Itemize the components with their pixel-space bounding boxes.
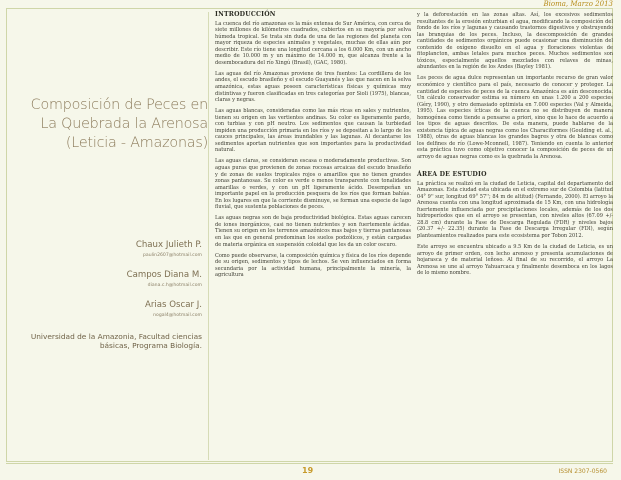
author-email[interactable]: nogal4@hotmail.com — [153, 313, 202, 318]
section-heading: INTRODUCCIÓN — [215, 11, 276, 18]
footer-divider — [6, 463, 613, 464]
journal-header: Bioma, Marzo 2013 — [543, 0, 613, 8]
author-email[interactable]: paulin2607@hotmail.com — [142, 253, 202, 258]
paragraph: Las aguas blancas, consideradas como las más ricas en sales y nutrientes, tienen su origen en las vertientes andinas. Su color es ligeramente pardo, con turbias y con pH neutro. Los sedimentos que causan la turbiedad impiden una producción primaria en los ríos y se depositan a lo largo de los cauces principales, las áreas inundables y las lagunas. Al decantarse los sedimentos aportan nutrientes que son importantes para la productividad natural. — [215, 108, 411, 154]
author-name: Chaux Julieth P. — [135, 240, 202, 250]
paragraph: Los peces de agua dulce representan un importante recurso de gran valor económico y científico para el país, necesario de conocer y proteger. La cantidad de especies de peces de la cuenca Amazónica es aún desconocida. Un cálculo conservador estima su número en unas 1.200 a 200 especies (Géry, 1990), y otro demasiado optimista en 7.000 especies (Val y Almeida, 1995). Las especies ícticas de la cuenca no se distribuyen de manera homogénea como tiende a pensarse a priori, sino que lo hace de acuerdo a los tipos de aguas descritos. De esta manera, puede hablarse de la existencia típica de aguas negras como los Characiformes (Goulding et. al., 1988), otras de aguas blancas los grandes bagres y otra de blancas como los delfines de río (Lowe-Mconnell, 1987). Teniendo en cuenta lo anterior esta práctica tuvo como objetivo conocer la composición de peces de un arroyo de aguas negras como es la quebrada la Arenosa. — [417, 75, 613, 160]
paragraph: Las aguas claras, se consideran escasa o moderadamente productivas. Son aguas puras que provienen de zonas rocosas arcaicas del escudo brasileño y de zonas de suelos tropicales rojos o amarillos que no tienen grandes zonas pantanosas. Su color es verde o menos transparente con tonalidades amarillas o verdes, y con un pH ligeramente ácido. Desempeñan un importante papel en la producción pesquera de los ríos que forman bahías. En los lugares en que la corriente disminuye, se forman una especie de lago fluvial, que sustenta poblaciones de peces. — [215, 158, 411, 211]
text-column-2 — [417, 12, 613, 281]
article-title: Composición de Peces en La Quebrada la Arenosa (Leticia - Amazonas) — [30, 97, 208, 151]
text-column-1 — [215, 12, 411, 283]
section-heading: ÁREA DE ESTUDIO — [417, 171, 487, 179]
issn-label: ISSN 2307-0560 — [558, 468, 607, 475]
paragraph: Como puede observarse, la composición química y física de los ríos depende de su origen, sedimentos y tipos de lechos. Se ven influenciados en forma secundaria por la actividad humana, principalmente la minería, la agricultura — [215, 252, 411, 279]
paragraph: La práctica se realizó en la ciudad de Leticia, capital del departamento del Amazonas. Esta ciudad esta ubicada en el extremo sur de Colombia (latitud 04° 9'' sur, longitud 69° 57''; 84 m de altitud) (Fernando, 2000). El arroyo la Arenosa cuenta con una longitud aproximada de 15 Km, con una hidrología fuertemente influenciada por precipitaciones locales, además de los dos hidroperíodos que en el arroyo se presentan, con niveles altos (67.09 +/- 28.8 cm) durante la Fase de Descarga Regulada (FDR) y niveles bajos (20.37 +/- 22.35) durante la Fase de Descarga Irregular (FDI), según planteamientos realizados para este ecosistema por Tobon 2012. — [417, 180, 613, 239]
paragraph: Este arroyo se encuentra ubicado a 9.5 Km de la ciudad de Leticia, es un arroyo de primer orden, con lecho arenoso y presenta acumulaciones de hojarasca y de material leñoso. Al final de su recorrido, el arroyo La Arenosa se une al arroyo Yahuarcaca y finalmente desemboca en los lagos de lo mismo nombre. — [417, 244, 613, 277]
author-name: Campos Diana M. — [126, 270, 202, 280]
author-email[interactable]: diana.c.h@hotmail.com — [147, 283, 202, 288]
affiliation: Universidad de la Amazonia, Facultad ciencias básicas, Programa Biología. — [30, 332, 202, 350]
paragraph: Las aguas negras son de baja productividad biológica. Estas aguas carecen de iones inorgánicos, casi no tienen nutrientes y son fuertemente ácidas. Tienen su origen en los terrenos amazónicos mas bajos y tierras pantanosas en las que en general predominan los suelos podzólicos, y están cargadas de materia orgánica en suspensión coloidal que les da un color oscuro. — [215, 215, 411, 248]
paragraph: Las aguas del río Amazonas proviene de tres fuentes: La cordillera de los andes, el escudo brasileño y el escudo Guayanés y las que nacen en la selva amazónica, estas aguas poseen características físicas y químicas muy distintivas y fueron clasificadas en tres categorías por Sioli (1975), blancas, claras y negras. — [215, 70, 411, 104]
title-panel — [10, 12, 209, 460]
page-number: 19 — [302, 466, 314, 475]
paragraph: y la deforestación en las zonas altas. Así, los excesivos sedimentos resultantes de la erosión enturbian el agua, modificando la composición del fondo de los ríos y lagunas y causando trastornos digestivos y obstruyendo las branquias de los peces. Incluso, la descomposición de grandes cantidades de sedimentos orgánicos puede ocasionar una disminución del contenido de oxígeno disuelto en el agua y floraciones violentas de fitoplancton, ambas letales para muchos peces. Muchos sedimentos son tóxicos, especialmente aquellos mezclados con relaves de minas, abundantes en la región de los Andes (Bayley 1981). — [417, 12, 613, 71]
paragraph: La cuenca del río amazonas es la más extensa de Sur América, con cerca de siete millones de kilómetros cuadrados, cubiertos en su mayoría por selva húmeda tropical. Se trata sin duda de una de las regiones del planeta con mayor riqueza de especies animales y vegetales, muchas de ellas aún por describir. Este río tiene una longitud cercana a los 6.000 Km, con un ancho medio de 10.000 m y un máximo de 14.000 m, que alcanza frente a la desembocadura del río Xingú (Brasil), (GAC, 1980). — [215, 20, 411, 66]
author-name: Arias Oscar J. — [144, 300, 202, 310]
